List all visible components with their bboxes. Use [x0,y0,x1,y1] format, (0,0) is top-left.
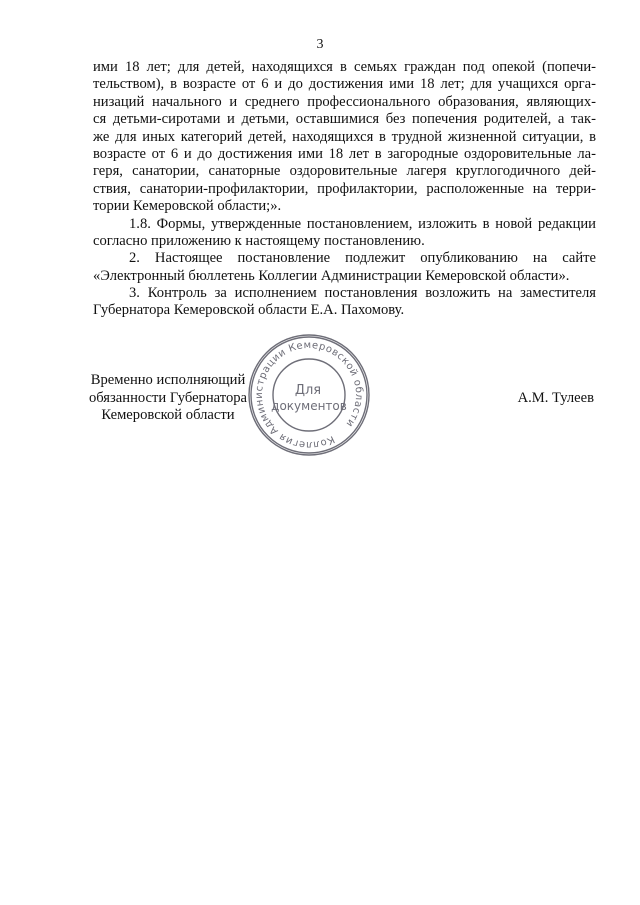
text-line: ствия, санатории-профилактории, профилактории, расположенные на терри- [93,180,596,197]
stamp-ring-text: Коллегия Администрации Кемеровской области [253,339,365,451]
text-line: ся детьми-сиротами и детьми, оставшимися без попечения родителей, а так- [93,111,596,128]
text-line: тории Кемеровской области;». [93,198,282,215]
signatory-position-line: обязанности Губернатора [88,389,248,406]
page-number: 3 [316,37,324,52]
signatory-name: А.М. Тулеев [517,390,594,406]
stamp-center-line-2: документов [271,399,347,413]
text-line: ими 18 лет; для детей, находящихся в семьях граждан под опекой (попечи- [93,59,596,75]
stamp-seal [244,330,374,460]
text-line: геря, санатории, санаторные оздоровительные лагеря круглогодичного дей- [93,163,596,180]
item-3-line: 3. Контроль за исполнением постановления возложить на заместителя [129,285,596,302]
signatory-position-line: Кемеровской области [101,407,235,424]
item-2-line: 2. Настоящее постановление подлежит опубликованию на сайте [129,250,596,267]
item-1-8-line: согласно приложению к настоящему постановлению. [93,232,425,249]
item-2-line: «Электронный бюллетень Коллегии Администрации Кемеровской области». [93,267,570,284]
signatory-position [88,372,248,425]
text-line: возрасте от 6 и до достижения ими 18 лет в загородные оздоровительные ла- [93,145,596,162]
stamp-center-line-1: Для [294,383,322,398]
document-body [93,59,596,320]
text-line: же для иных категорий детей, находящихся в трудной жизненной ситуации, в [93,128,596,145]
item-3-line: Губернатора Кемеровской области Е.А. Пахомову. [93,302,405,319]
text-line: низаций начального и среднего профессионального образования, являющих- [93,93,596,110]
item-1-8-line: 1.8. Формы, утвержденные постановлением, изложить в новой редакции [129,215,596,232]
signatory-position-line: Временно исполняющий [90,372,246,388]
text-line: тельством), в возрасте от 6 и до достижения ими 18 лет; для учащихся орга- [93,76,596,93]
